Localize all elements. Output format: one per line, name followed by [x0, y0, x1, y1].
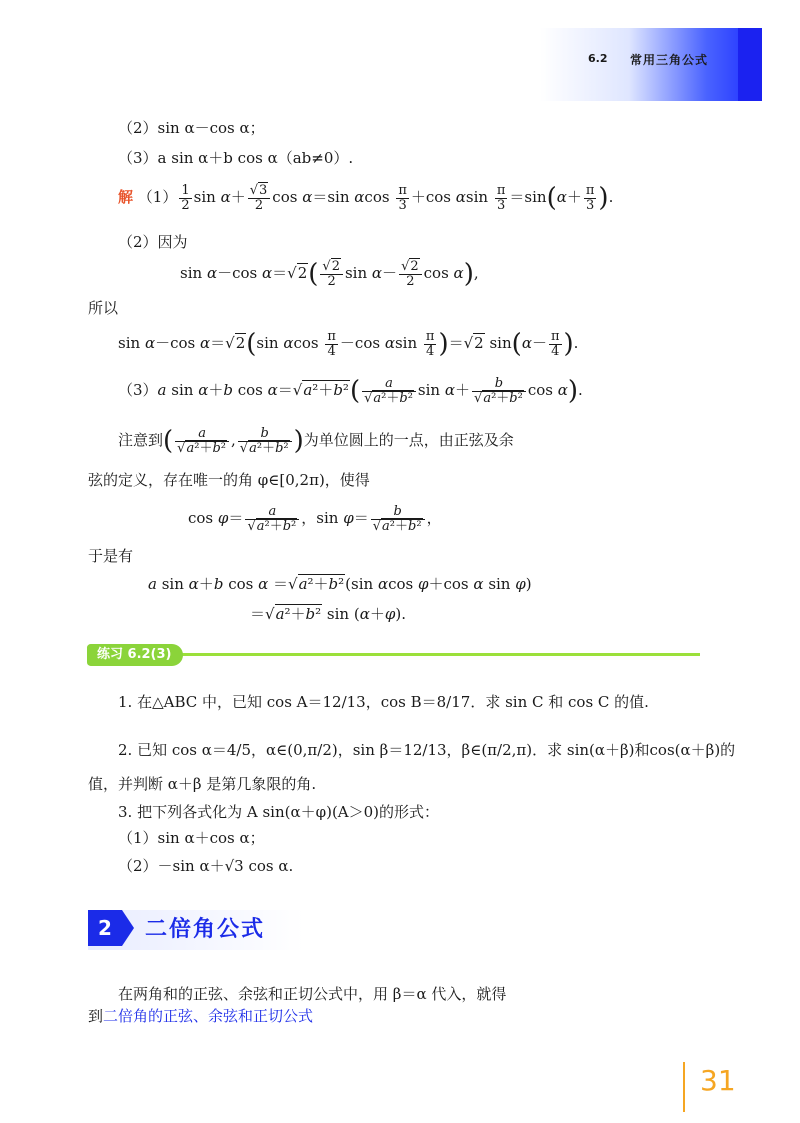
section-number: 2 — [88, 910, 122, 946]
paragraph-prefix: 到 — [88, 1007, 104, 1025]
exercise-divider — [178, 653, 700, 656]
problem-line-3: （3）a sin α＋b cos α（ab≠0）. — [118, 149, 354, 167]
solution-3: （3）a sin α＋b cos α＝√a²＋b²( $\frac{a}{\text{√a²＋b²}}$ sin α＋ $\frac{b}{\text{√a²＋b²}}$ cos α). — [118, 375, 583, 406]
solution-1: 解 （1） $\frac{1}{2}$ sin α＋ $\frac{√3}{2}$ cos α＝sin αcos $\frac{\pi}{3}$ ＋cos αsin $\frac{\pi}{3}$ ＝sin(α＋ $\frac{\pi}{3}$ ). — [118, 182, 614, 213]
header-section-number: 6.2 — [588, 52, 608, 65]
section-title: 二倍角公式 — [145, 917, 266, 942]
solution-2-eq: sin α－cos α＝√2( $\frac{√2}{2}$ sin α－ $\frac{√2}{2}$ cos α), — [180, 258, 479, 289]
solution-2-result: sin α－cos α＝√2(sin αcos $\frac{\pi}{4}$ －cos αsin $\frac{\pi}{4}$ )＝√2 sin(α－ $\frac{\pi}{4}$ ). — [118, 328, 579, 359]
header-color-tab — [738, 28, 762, 101]
header-section-title: 常用三角公式 — [630, 53, 709, 67]
exercise-q3-1: （1）sin α＋cos α； — [118, 829, 265, 847]
yushi-text: 于是有 — [88, 547, 134, 565]
phi-def: cos φ＝ $\frac{a}{\text{√a²＋b²}}$ ，sin φ＝ $\frac{b}{\text{√a²＋b²}}$ ， — [188, 503, 442, 534]
section-arrow-icon — [122, 910, 134, 946]
final-eq-2: ＝√a²＋b² sin (α＋φ). — [250, 605, 406, 623]
exercise-q3: 3. 把下列各式化为 A sin(α＋φ)(A＞0)的形式： — [118, 803, 440, 821]
highlight-term: 二倍角的正弦、余弦和正切公式 — [103, 1007, 314, 1025]
solution-1-label: （1） — [137, 188, 178, 206]
zhuyi-suffix: 为单位圆上的一点，由正弦及余 — [303, 431, 514, 449]
exercise-q3-2: （2）－sin α＋√3 cos α. — [118, 857, 294, 875]
solution-mark: 解 — [118, 188, 134, 206]
exercise-q2-line2: 值，并判断 α＋β 是第几象限的角. — [88, 775, 317, 793]
paragraph-line-1: 在两角和的正弦、余弦和正切公式中，用 β＝α 代入，就得 — [118, 985, 507, 1003]
zhuyi-prefix: 注意到 — [118, 431, 164, 449]
suoyi-text: 所以 — [88, 299, 119, 317]
page-number-bar — [683, 1062, 685, 1112]
xian-line: 弦的定义，存在唯一的角 φ∈[0,2π)，使得 — [88, 471, 370, 489]
solution-2-label: （2）因为 — [118, 233, 188, 251]
exercise-badge: 练习 6.2(3) — [87, 644, 183, 666]
problem-line-2: （2）sin α－cos α； — [118, 119, 265, 137]
exercise-q1: 1. 在△ABC 中，已知 cos A＝12/13，cos B＝8/17．求 sin C 和 cos C 的值. — [118, 693, 649, 711]
solution-3-label: （3） — [118, 381, 158, 399]
exercise-q2-line1: 2. 已知 cos α＝4/5，α∈(0,π/2)，sin β＝12/13，β∈(π/2,π)．求 sin(α＋β)和cos(α＋β)的 — [118, 741, 736, 759]
final-eq-1: a sin α＋b cos α ＝√a²＋b²(sin αcos φ＋cos α sin φ) — [148, 575, 532, 593]
zhuyi-line: 注意到( $\frac{a}{\text{√a²＋b²}}$ , $\frac{b}{\text{√a²＋b²}}$ )为单位圆上的一点，由正弦及余 — [118, 425, 514, 456]
page-number: 31 — [700, 1064, 736, 1097]
paragraph-line-2 — [88, 1006, 313, 1026]
